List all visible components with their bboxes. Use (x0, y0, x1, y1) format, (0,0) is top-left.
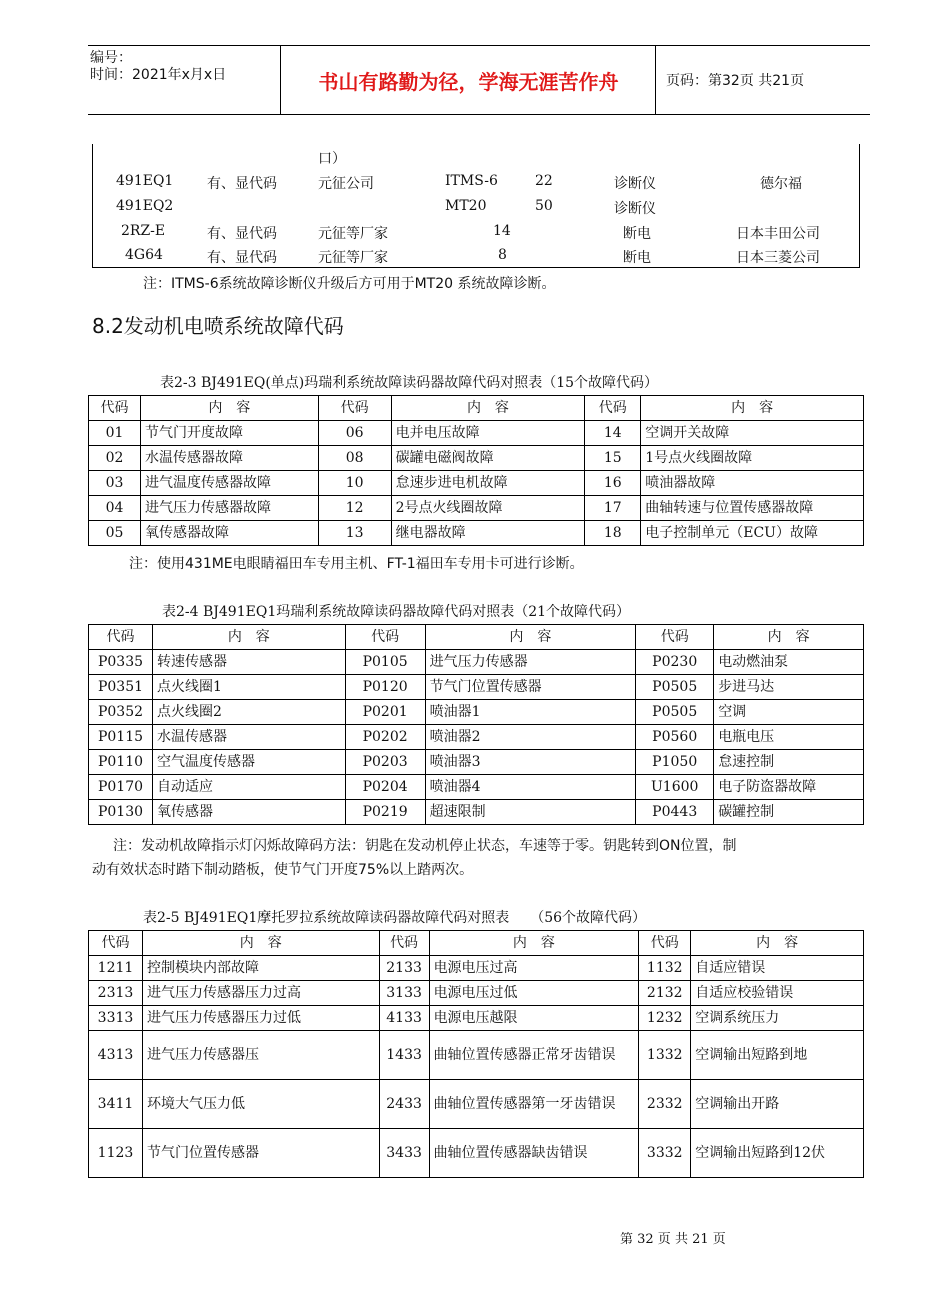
cell: 2RZ-E (121, 223, 166, 239)
table-cell: 01 (89, 421, 141, 446)
cell: ITMS-6 (445, 173, 498, 189)
table-cell: 14 (585, 421, 641, 446)
table-cell: 进气压力传感器压力过低 (142, 1006, 379, 1031)
table-header-row (89, 931, 864, 956)
cell: 诊断仪 (614, 176, 656, 192)
table24-note-line1: 注：发动机故障指示灯闪烁故障码方法：钥匙在发动机停止状态，车速等于零。钥匙转到ON位置，制 (113, 838, 737, 854)
table-cell: P0443 (636, 800, 714, 825)
table-cell: P0115 (89, 725, 153, 750)
table-header-cell: 内 容 (152, 625, 345, 650)
table-cell: 空调输出短路到12伏 (691, 1129, 864, 1178)
time-label: 时间：2021年x月x日 (90, 67, 227, 83)
table-cell: 曲轴位置传感器缺齿错误 (429, 1129, 639, 1178)
table-cell: 转速传感器 (152, 650, 345, 675)
table-cell: 怠速控制 (714, 750, 864, 775)
table-cell: 12 (318, 496, 391, 521)
table-cell: 电源电压过高 (429, 956, 639, 981)
table-header-cell: 内 容 (641, 396, 864, 421)
table-cell: 曲轴转速与位置传感器故障 (641, 496, 864, 521)
table-header-cell: 代码 (639, 931, 691, 956)
table-cell: 2332 (639, 1080, 691, 1129)
table-row (89, 956, 864, 981)
table-cell: P0110 (89, 750, 153, 775)
table-cell: P0335 (89, 650, 153, 675)
table-header-cell: 代码 (636, 625, 714, 650)
table-cell: 2313 (89, 981, 143, 1006)
table-cell: 怠速步进电机故障 (391, 471, 585, 496)
table-cell: 2号点火线圈故障 (391, 496, 585, 521)
table-cell: P0105 (345, 650, 425, 675)
table-cell: 3433 (379, 1129, 429, 1178)
table-cell: 水温传感器故障 (140, 446, 318, 471)
table-cell: 1132 (639, 956, 691, 981)
table-cell: 3411 (89, 1080, 143, 1129)
table-header-cell: 内 容 (391, 396, 585, 421)
cell: 断电 (623, 250, 651, 266)
table-cell: P0219 (345, 800, 425, 825)
table-cell: 2133 (379, 956, 429, 981)
table-cell: 喷油器3 (425, 750, 636, 775)
table-cell: 点火线圈1 (152, 675, 345, 700)
cell: 50 (535, 198, 553, 214)
table-cell: 点火线圈2 (152, 700, 345, 725)
table-cell: U1600 (636, 775, 714, 800)
table-cell: 电瓶电压 (714, 725, 864, 750)
table-cell: 节气门位置传感器 (142, 1129, 379, 1178)
cell: 日本丰田公司 (736, 226, 820, 242)
table-cell: 空气温度传感器 (152, 750, 345, 775)
table-cell: 节气门位置传感器 (425, 675, 636, 700)
table-cell: 电源电压过低 (429, 981, 639, 1006)
table-cell: P0230 (636, 650, 714, 675)
table-cell: 电并电压故障 (391, 421, 585, 446)
cell: 元征等厂家 (318, 250, 388, 266)
table-cell: P0351 (89, 675, 153, 700)
table-cell: 空调 (714, 700, 864, 725)
table-row (89, 521, 864, 546)
table-row (89, 725, 864, 750)
table24 (88, 624, 864, 825)
table23 (88, 395, 864, 546)
table-cell: 自动适应 (152, 775, 345, 800)
table-cell: 18 (585, 521, 641, 546)
table-cell: 进气压力传感器压 (142, 1031, 379, 1080)
table-cell: 04 (89, 496, 141, 521)
table-cell: 03 (89, 471, 141, 496)
table23-caption: 表2-3 BJ491EQ(单点)玛瑞利系统故障读码器故障代码对照表（15个故障代码） (160, 375, 659, 391)
table-cell: 进气压力传感器 (425, 650, 636, 675)
table-cell: 空调输出开路 (691, 1080, 864, 1129)
table-cell: 2433 (379, 1080, 429, 1129)
diagnostic-tools-table (92, 144, 860, 268)
table-header-cell: 代码 (89, 625, 153, 650)
cell: 有、显代码 (207, 250, 277, 266)
table-header-cell: 代码 (89, 931, 143, 956)
table-cell: 控制模块内部故障 (142, 956, 379, 981)
table-cell: 17 (585, 496, 641, 521)
table-cell: 1332 (639, 1031, 691, 1080)
table-header-cell: 代码 (89, 396, 141, 421)
cell: 有、显代码 (207, 226, 277, 242)
cell: 22 (535, 173, 553, 189)
table-cell: 喷油器1 (425, 700, 636, 725)
table-header-cell: 代码 (379, 931, 429, 956)
cell: MT20 (445, 198, 487, 214)
table-cell: 1433 (379, 1031, 429, 1080)
table-cell: 16 (585, 471, 641, 496)
table-cell: 4133 (379, 1006, 429, 1031)
table-header-row (89, 625, 864, 650)
table-cell: P0202 (345, 725, 425, 750)
table-cell: 3133 (379, 981, 429, 1006)
table-cell: 水温传感器 (152, 725, 345, 750)
table-cell: P0170 (89, 775, 153, 800)
table-cell: 空调开关故障 (641, 421, 864, 446)
table-cell: 超速限制 (425, 800, 636, 825)
table-cell: 进气温度传感器故障 (140, 471, 318, 496)
table23-note: 注：使用431ME电眼睛福田车专用主机、FT-1福田车专用卡可进行诊断。 (129, 556, 584, 572)
table-cell: 碳罐控制 (714, 800, 864, 825)
table-row (89, 1031, 864, 1080)
cell: 断电 (623, 226, 651, 242)
table-cell: 曲轴位置传感器正常牙齿错误 (429, 1031, 639, 1080)
number-label: 编号： (90, 50, 132, 66)
table-cell: 环境大气压力低 (142, 1080, 379, 1129)
table-row (89, 1006, 864, 1031)
table-cell: 15 (585, 446, 641, 471)
page-header (88, 45, 870, 115)
table-cell: P0120 (345, 675, 425, 700)
table-cell: 自适应错误 (691, 956, 864, 981)
table-header-row (89, 396, 864, 421)
table-row (89, 775, 864, 800)
table-cell: P0352 (89, 700, 153, 725)
table24-caption: 表2-4 BJ491EQ1玛瑞利系统故障读码器故障代码对照表（21个故障代码） (162, 604, 631, 620)
top-table-note: 注：ITMS-6系统故障诊断仪升级后方可用于MT20 系统故障诊断。 (143, 276, 556, 292)
table-cell: 3313 (89, 1006, 143, 1031)
table-cell: 喷油器2 (425, 725, 636, 750)
cell: 8 (498, 247, 507, 263)
table-cell: 1123 (89, 1129, 143, 1178)
header-motto: 书山有路勤为径，学海无涯苦作舟 (282, 46, 656, 114)
header-meta (88, 46, 281, 114)
table-row (89, 675, 864, 700)
table-cell: 自适应校验错误 (691, 981, 864, 1006)
table-header-cell: 内 容 (142, 931, 379, 956)
table-header-cell: 内 容 (714, 625, 864, 650)
table-header-cell: 代码 (585, 396, 641, 421)
table25-caption: 表2-5 BJ491EQ1摩托罗拉系统故障读码器故障代码对照表 （56个故障代码） (143, 910, 647, 926)
page-footer: 第 32 页 共 21 页 (620, 1232, 726, 1247)
cell: 有、显代码 (207, 176, 277, 192)
cell: 元征等厂家 (318, 226, 388, 242)
table-cell: 喷油器故障 (641, 471, 864, 496)
table-header-cell: 代码 (318, 396, 391, 421)
table-row (89, 700, 864, 725)
table-cell: 空调系统压力 (691, 1006, 864, 1031)
table-cell: 喷油器4 (425, 775, 636, 800)
table-row (89, 750, 864, 775)
table-cell: 13 (318, 521, 391, 546)
table-cell: 电子防盗器故障 (714, 775, 864, 800)
table-header-cell: 内 容 (691, 931, 864, 956)
cell: 491EQ2 (116, 198, 174, 214)
table-cell: 02 (89, 446, 141, 471)
table-cell: 节气门开度故障 (140, 421, 318, 446)
table-cell: 电动燃油泵 (714, 650, 864, 675)
table-cell: 1号点火线圈故障 (641, 446, 864, 471)
table-row (89, 650, 864, 675)
cell: 元征公司 (318, 176, 374, 192)
table-cell: P0505 (636, 675, 714, 700)
table24-note-line2: 动有效状态时踏下制动踏板，使节气门开度75%以上踏两次。 (92, 862, 474, 878)
table-cell: 电子控制单元（ECU）故障 (641, 521, 864, 546)
table-cell: 1211 (89, 956, 143, 981)
cell: 德尔福 (760, 176, 802, 192)
cell: 日本三菱公司 (736, 250, 820, 266)
table-cell: P0204 (345, 775, 425, 800)
table-cell: 碳罐电磁阀故障 (391, 446, 585, 471)
cell: 491EQ1 (116, 173, 174, 189)
table-cell: 氧传感器故障 (140, 521, 318, 546)
partial-row-text: 口） (318, 151, 346, 167)
cell: 14 (493, 223, 511, 239)
table-cell: 空调输出短路到地 (691, 1031, 864, 1080)
table25 (88, 930, 864, 1178)
table-cell: 2132 (639, 981, 691, 1006)
header-page-label: 页码：第32页 共21页 (666, 73, 805, 89)
table-cell: P0560 (636, 725, 714, 750)
table-cell: P0130 (89, 800, 153, 825)
table-cell: P0203 (345, 750, 425, 775)
table-row (89, 471, 864, 496)
table-row (89, 446, 864, 471)
cell: 4G64 (125, 247, 163, 263)
table-cell: 曲轴位置传感器第一牙齿错误 (429, 1080, 639, 1129)
table-cell: 氧传感器 (152, 800, 345, 825)
table-cell: 电源电压越限 (429, 1006, 639, 1031)
table-row (89, 421, 864, 446)
table-cell: P0201 (345, 700, 425, 725)
table-cell: P1050 (636, 750, 714, 775)
table-cell: 10 (318, 471, 391, 496)
table-cell: 06 (318, 421, 391, 446)
cell: 诊断仪 (614, 201, 656, 217)
table-cell: 进气压力传感器故障 (140, 496, 318, 521)
table-row (89, 1080, 864, 1129)
table-cell: 3332 (639, 1129, 691, 1178)
table-cell: 4313 (89, 1031, 143, 1080)
table-cell: P0505 (636, 700, 714, 725)
table-cell: 1232 (639, 1006, 691, 1031)
table-header-cell: 内 容 (140, 396, 318, 421)
table-cell: 继电器故障 (391, 521, 585, 546)
table-cell: 步进马达 (714, 675, 864, 700)
table-cell: 05 (89, 521, 141, 546)
table-header-cell: 内 容 (429, 931, 639, 956)
table-header-cell: 代码 (345, 625, 425, 650)
table-row (89, 800, 864, 825)
table-row (89, 1129, 864, 1178)
table-row (89, 496, 864, 521)
table-cell: 进气压力传感器压力过高 (142, 981, 379, 1006)
section-title: 8.2发动机电喷系统故障代码 (92, 314, 344, 338)
table-cell: 08 (318, 446, 391, 471)
table-header-cell: 内 容 (425, 625, 636, 650)
table-row (89, 981, 864, 1006)
